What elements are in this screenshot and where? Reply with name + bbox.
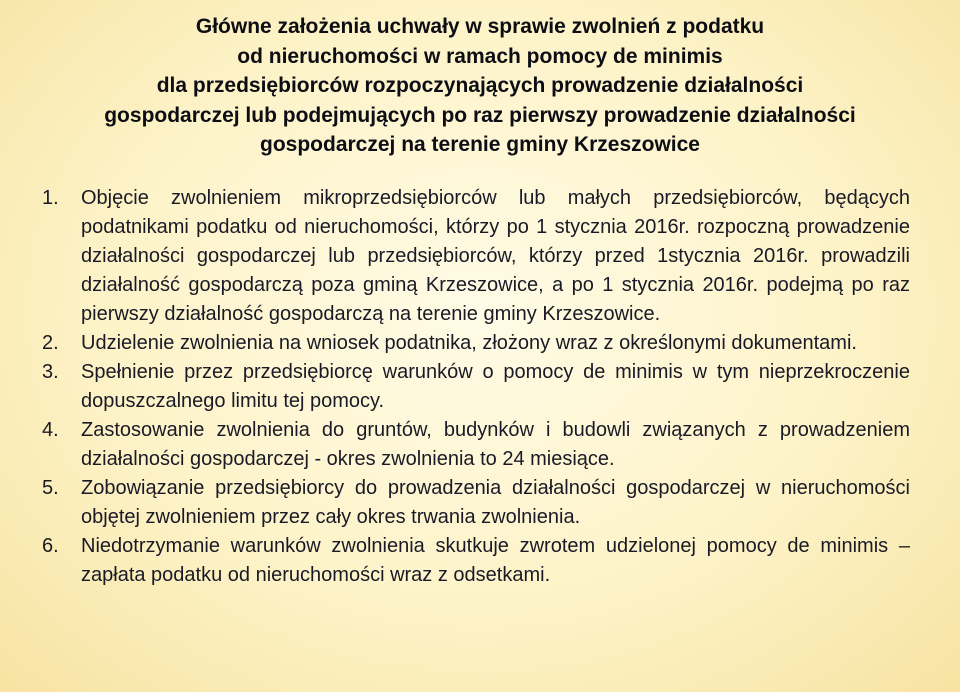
item-text: Objęcie zwolnieniem mikroprzedsiębiorców lub małych przedsiębiorców, będących podatnikami podatku od nieruchomości, którzy po 1 stycznia 2016r. rozpoczną prowadzenie działalności gospodarczej lub przedsiębiorców, którzy przed 1stycznia 2016r. prowadzili działalność gospodarczą poza gminą Krzeszowice, a po 1 stycznia 2016r. podejmą po raz pierwszy działalność gospodarczą na terenie gminy Krzeszowice.: [81, 187, 910, 325]
item-number: 4.: [42, 419, 59, 441]
item-text: Zobowiązanie przedsiębiorcy do prowadzenia działalności gospodarczej w nieruchomości objętej zwolnieniem przez cały okres trwania zwolnienia.: [81, 477, 910, 528]
item-number: 3.: [42, 361, 59, 383]
item-number: 5.: [42, 477, 59, 499]
list-item: [42, 358, 910, 416]
slide-title: [0, 12, 960, 160]
item-text: Niedotrzymanie warunków zwolnienia skutkuje zwrotem udzielonej pomocy de minimis – zapłata podatku od nieruchomości wraz z odsetkami.: [81, 535, 910, 586]
title-line: gospodarczej lub podejmujących po raz pierwszy prowadzenie działalności: [104, 103, 856, 127]
item-number: 6.: [42, 535, 59, 557]
list-item: [42, 184, 910, 329]
item-text: Udzielenie zwolnienia na wniosek podatnika, złożony wraz z określonymi dokumentami.: [81, 332, 857, 354]
item-number: 1.: [42, 187, 59, 209]
principles-list: [42, 184, 910, 590]
item-text: Spełnienie przez przedsiębiorcę warunków o pomocy de minimis w tym nieprzekroczenie dopuszczalnego limitu tej pomocy.: [81, 361, 910, 412]
item-text: Zastosowanie zwolnienia do gruntów, budynków i budowli związanych z prowadzeniem działalności gospodarczej - okres zwolnienia to 24 miesiące.: [81, 419, 910, 470]
title-line: Główne założenia uchwały w sprawie zwolnień z podatku: [195, 15, 765, 38]
title-line: dla przedsiębiorców rozpoczynających prowadzenie działalności: [156, 74, 804, 97]
list-item: [42, 474, 910, 532]
title-line: gospodarczej na terenie gminy Krzeszowice: [260, 133, 700, 156]
item-number: 2.: [42, 332, 59, 354]
list-item: [42, 329, 910, 358]
title-line: od nieruchomości w ramach pomocy de minimis: [237, 44, 723, 68]
list-item: [42, 416, 910, 474]
list-item: [42, 532, 910, 590]
